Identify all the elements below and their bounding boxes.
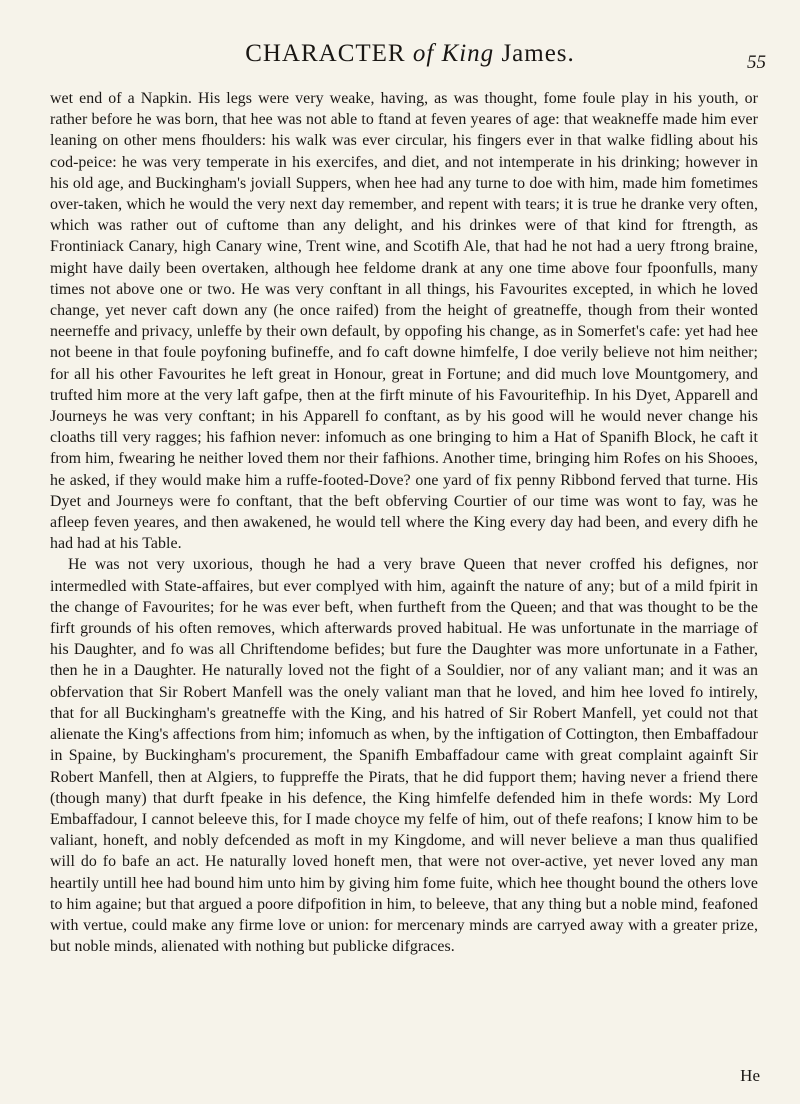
running-head-title: CHARACTER bbox=[245, 40, 406, 67]
page-number: 55 bbox=[747, 52, 766, 73]
running-head-of: of bbox=[412, 40, 435, 67]
running-head-king: King bbox=[441, 40, 495, 67]
paragraph-2: He was not very uxorious, though he had a very brave Queen that never croffed his defignes, nor intermedled with State-affaires, but ever complyed with him, againft the nature of any; but of a mild fpirit in the change of Favourites; for he was ever beft, when furtheft from the Queen; and that was thought to be the firft grounds of his often removes, which afterwards proved habitual. He was unfortunate in the marriage of his Daughter, and fo was all Chriftendome befides; but fure the Daughter was more unfortunate in a Father, then he in a Daughter. He naturally loved not the fight of a Souldier, nor of any valiant man; and it was an obfervation that Sir Robert Manfell was the onely valiant man that he loved, and him hee loved fo intirely, that for all Buckingham's greatneffe with the King, and his hatred of Sir Robert Manfell, yet could not that alienate the King's affections from him; infomuch as when, by the inftigation of Cottington, then Embaffadour in Spaine, by Buckingham's procurement, the Spanifh Embaffadour came with great complaint againft Sir Robert Manfell, then at Algiers, to fuppreffe the Pirats, that he did fupport them; having never a friend there (though many) that durft fpeake in his defence, the King himfelfe defended him in thefe words: My Lord Embaffadour, I cannot beleeve this, for I made choyce my felfe of him, out of thefe reafons; I know him to be valiant, honeft, and nobly defcended as moft in my Kingdome, and will never believe a man thus qualified will do fo bafe an act. He naturally loved honeft men, that were not over-active, yet never loved any man heartily untill hee had bound him unto him by giving him fome fuite, which hee thought bound the others love to him againe; but that argued a poore difpofition in him, to beleeve, that any thing but a noble mind, feafoned with vertue, could make any firme love or union: for mercenary minds are carryed away with a greater prize, but noble minds, alienated with nothing but publicke difgraces. bbox=[50, 556, 758, 956]
paragraph-1: wet end of a Napkin. His legs were very weake, having, as was thought, fome foule play in his youth, or rather before he was born, that hee was not able to ftand at feven yeares of age: that weakneffe made him ever leaning on other mens fhoulders: his walk was ever circular, his fingers ever in that walke fidling about his cod-peice: he was very temperate in his exercifes, and diet, and not intemperate in his drinking; however in his old age, and Buckingham's joviall Suppers, when hee had any turne to doe with him, made him fometimes over-taken, which he would the very next day remember, and repent with tears; it is true he dranke very often, which was rather out of cuftome than any delight, and his drinkes were of that kind for ftrength, as Frontiniack Canary, high Canary wine, Trent wine, and Scotifh Ale, that had he not had a uery ftrong braine, might have daily been overtaken, although hee feldome drank at any one time above four fpoonfulls, many times not above one or two. He was very conftant in all things, his Favourites excepted, in which he loved change, yet never caft down any (he once raifed) from the height of greatneffe, though from their wonted neerneffe and privacy, unleffe by their own default, by oppofing his change, as in Somerfet's cafe: yet had hee not beene in that foule poyfoning bufineffe, and fo caft downe himfelfe, I doe verily believe not him neither; for all his other Favourites he left great in Honour, great in Fortune; and did much love Mountgomery, and trufted him more at the very laft gafpe, then at the firft minute of his Favouritefhip. In his Dyet, Apparell and Journeys he was very conftant; in his Apparell fo conftant, as by his good will he would never change his cloaths till very ragges; his fafhion never: infomuch as one bringing to him a Hat of Spanifh Block, he caft it from him, fwearing he neither loved them nor their fafhions. Another time, bringing him Rofes on his Shooes, he asked, if they would make him a ruffe-footed-Dove? one yard of fix penny Ribbond ferved that turne. His Dyet and Journeys were fo conftant, that the beft obferving Courtier of our time was wont to fay, was he afleep feven yeares, and then awakened, he would tell where the King every day had been, and every difh he had had at his Table. bbox=[50, 90, 758, 553]
body-text bbox=[50, 88, 758, 957]
running-head bbox=[200, 40, 620, 68]
running-head-name: James. bbox=[501, 40, 575, 67]
catchword: He bbox=[740, 1066, 760, 1085]
